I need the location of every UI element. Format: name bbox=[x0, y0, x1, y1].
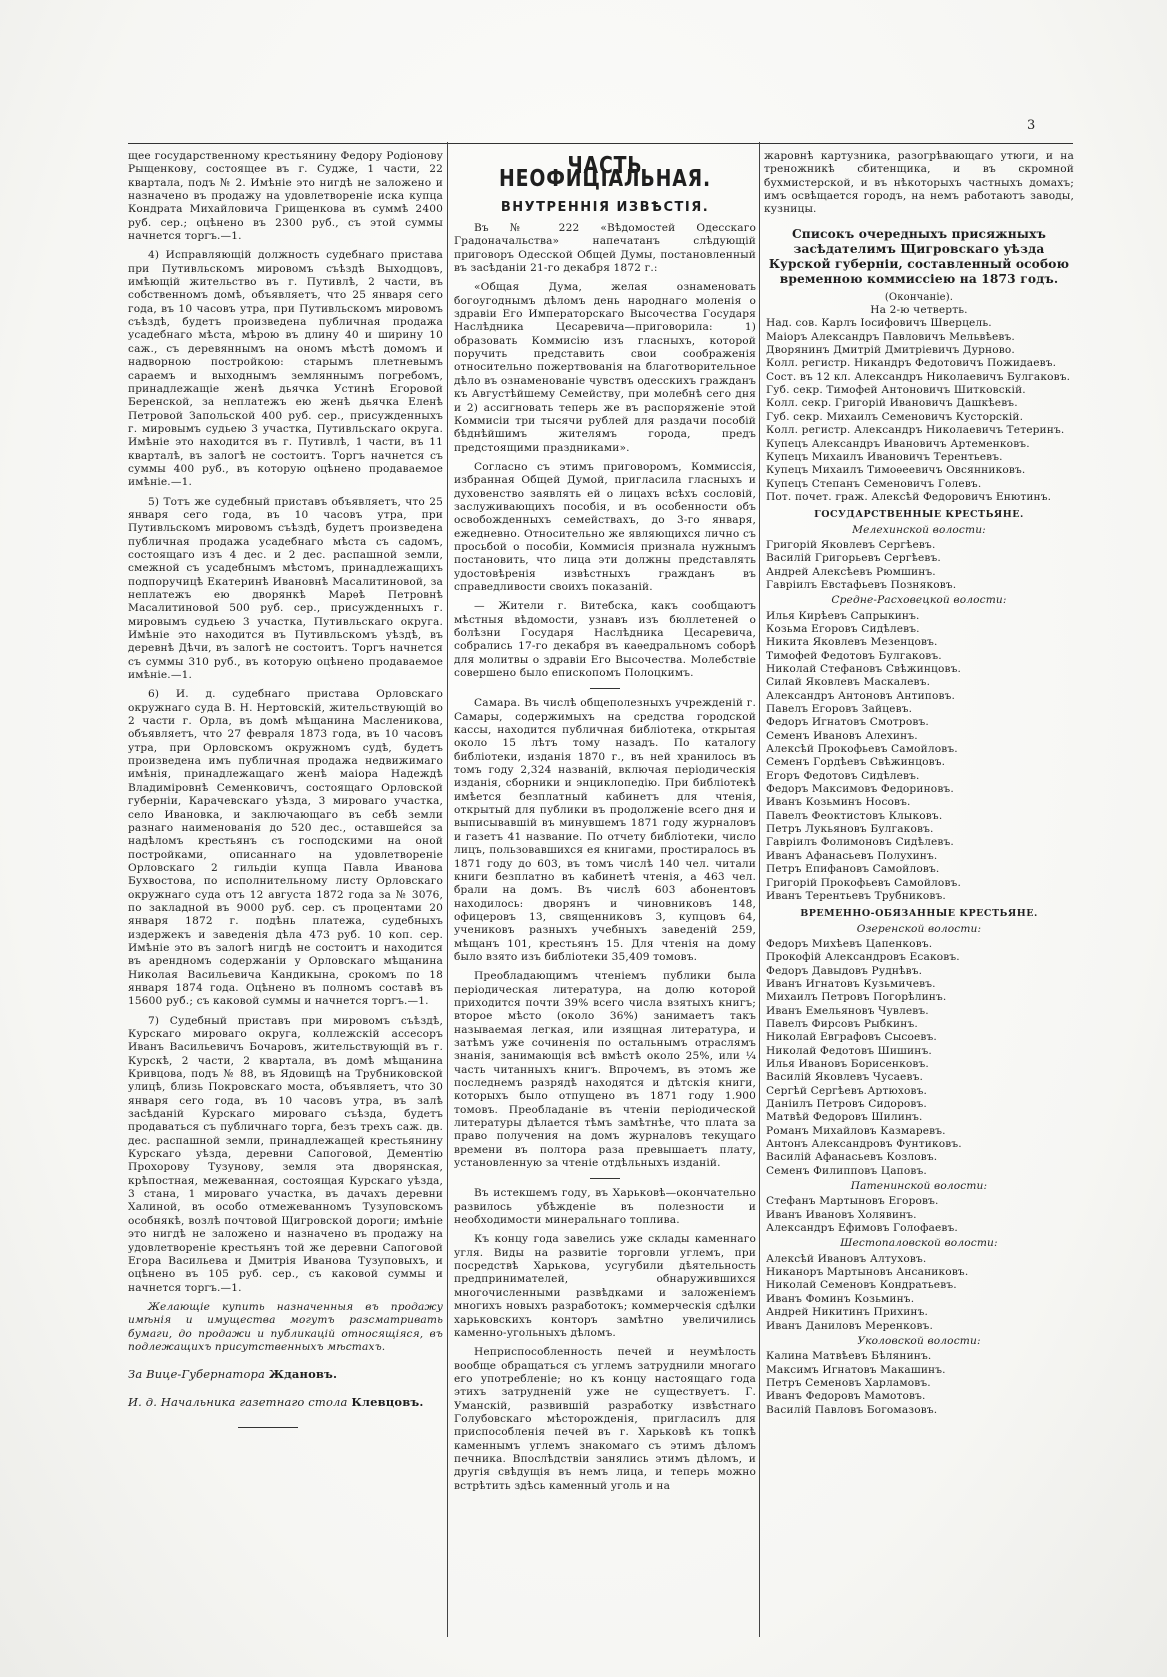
list-item: Губ. секр. Михаилъ Семеновичъ Кусторскій. bbox=[766, 410, 1024, 423]
list-item: Михаилъ Петровъ Погорѣлинъ. bbox=[766, 991, 947, 1004]
paragraph: щее государственному крестьянину Федору Родіонову Рыщенкову, состоящее въ г. Судже, 1 части, 22 квартала, подъ № 2. Имѣніе это нигдѣ не заложено и назначено въ продажу на удовлетвореніе иска купца Кондрата Михайловича Грищенкова въ суммѣ 2400 руб. сер.; оцѣнено въ 2300 руб., съ этой суммы начнется торгъ.—1. bbox=[128, 150, 443, 243]
list-item: Силай Яковлевъ Маскалевъ. bbox=[766, 676, 931, 689]
signature-name: Ждановъ. bbox=[268, 1367, 338, 1382]
list-item: Над. сов. Карлъ Іосифовичъ Шверцель. bbox=[766, 317, 992, 330]
list-title: Списокъ очередныхъ присяжныхъ засѣдателимъ Щигровскаго уѣзда Курской губерніи, составленный особою временною коммиссіею на 1873 годъ. bbox=[768, 226, 1070, 286]
list-item: Иванъ Емельяновъ Чувлевъ. bbox=[766, 1004, 929, 1017]
category-heading: ГОСУДАРСТВЕННЫЕ КРЕСТЬЯНЕ. bbox=[814, 509, 1024, 521]
signature-label: За Вице-Губернатора bbox=[128, 1367, 266, 1382]
list-item: Романъ Михайловъ Казмаревъ. bbox=[766, 1124, 946, 1137]
list-item: Пот. почет. граж. Алексѣй Федоровичъ Енютинъ. bbox=[766, 490, 1052, 503]
column-right bbox=[764, 150, 1074, 1417]
list-item: Иванъ Федоровъ Мамотовъ. bbox=[766, 1390, 926, 1403]
list-item: Колл. регистр. Никандръ Федотовичъ Пожидаевъ. bbox=[766, 357, 1057, 370]
list-item: Иванъ Терентьевъ Трубниковъ. bbox=[766, 889, 946, 902]
list-item: Павелъ Егоровъ Зайцевъ. bbox=[766, 703, 913, 716]
paragraph: Самара. Въ числѣ общеполезныхъ учрежденій г. Самары, содержимыхъ на средства городской кассы, находится публичная библіотека, открытая около 15 лѣтъ тому назадъ. По каталогу библіотеки, изданія 1870 г., въ ней хранилось въ томъ году 2,324 названій, включая періодическія изданія, сборники и энциклопедію. При библіотекѣ имѣется безплатный кабинетъ для чтенія, открытый для публики въ продолженіе всего дня и выписывавшій въ минувшемъ 1871 году журналовъ и газетъ 41 название. По отчету библіотеки, число лицъ, пользовавшихся ея книгами, простиралось въ 1871 году до 603, въ томъ числѣ 140 чел. читали книги безплатно въ кабинетѣ чтенія, а 463 чел. брали на домъ. Въ числѣ 603 абонентовъ находилось: дворянъ и чиновниковъ 148, офицеровъ 13, священниковъ 3, купцовъ 64, учениковъ разныхъ учебныхъ заведеній 259, мѣщанъ 101, крестьянъ 15. Для чтенія на дому было взято изъ библіотеки 35,409 томовъ. bbox=[454, 697, 756, 963]
list-item: Семенъ Ивановъ Алехинъ. bbox=[766, 729, 918, 742]
list-item: Василій Григорьевъ Сергѣевъ. bbox=[766, 552, 941, 565]
volost-heading: Уколовской волости: bbox=[857, 1334, 981, 1347]
list-item: Иванъ Ивановъ Холявинъ. bbox=[766, 1208, 917, 1221]
list-item: Купецъ Михаилъ Ивановичъ Терентьевъ. bbox=[766, 450, 1003, 463]
list-item: Федоръ Игнатовъ Смотровъ. bbox=[766, 716, 929, 729]
divider bbox=[590, 1178, 620, 1179]
paragraph: Согласно съ этимъ приговоромъ, Коммиссія, избранная Общей Думой, пригласила гласныхъ и духовенство заявлять ей о лицахъ всѣхъ сословій, заслуживающихъ пособія, и въ особенности объ освобожденныхъ семействахъ, до 3-го января, ежедневно. Относительно же являющихся лично съ просьбой о пособіи, Коммисія признала нужнымъ постановить, что лица эти должны представлять удостовѣренія извѣстныхъ гражданъ въ справедливости своихъ показаній. bbox=[454, 460, 756, 593]
list-item: Иванъ Козьминъ Носовъ. bbox=[766, 796, 911, 809]
volost-heading: Патенинской волости: bbox=[850, 1180, 988, 1193]
list-item: Иванъ Игнатовъ Кузьмичевъ. bbox=[766, 977, 936, 990]
volost-heading: Мелехинской волости: bbox=[852, 523, 986, 536]
list-item: Купецъ Степанъ Семеновичъ Голевъ. bbox=[766, 477, 982, 490]
paragraph: Неприспособленность печей и неумѣлость вообще обращаться съ углемъ затруднили многаго его употребленіе; но къ концу настоящаго года этихъ затрудненій уже не существуетъ. Г. Уманскій, развившій разработку извѣстнаго Голубовскаго мѣсторожденія, пригласилъ для приспособленія печей въ г. Харьковѣ къ топкѣ каменнымъ углемъ знакомаго съ этимъ дѣломъ печника. Впослѣдствіи занялись этимъ дѣломъ, и другія свѣдущія въ немъ лица, и теперь можно встрѣтить здѣсь каменный уголь и на bbox=[454, 1346, 756, 1492]
list-item: Егоръ Федотовъ Сидѣлевъ. bbox=[766, 769, 920, 782]
paragraph: — Жители г. Витебска, какъ сообщаютъ мѣстныя вѣдомости, узнавъ изъ бюллетеней о болѣзни Государя Наслѣдника Цесаревича, собрались 17-го декабря въ каѳедральномъ соборѣ для молитвы о здравіи Его Высочества. Молебствіе совершено было епископомъ Полоцкимъ. bbox=[454, 600, 756, 680]
end-rule bbox=[238, 1427, 298, 1428]
list-item: Семенъ Гордѣевъ Свѣжинцовъ. bbox=[766, 756, 946, 769]
list-item: Прокофій Александровъ Есаковъ. bbox=[766, 951, 960, 964]
paragraph: 4) Исправляющій должность судебнаго пристава при Путивльскомъ мировомъ съѣздѣ Выходцовъ, имѣющій жительство въ г. Путивлѣ, 2 части, въ собственномъ домѣ, объявляетъ, что 25 января сего года, въ 10 часовъ утра, при Путивльскомъ мировомъ съѣздѣ, будетъ произведена публичная продажа усадебнаго мѣста, мѣрою въ длину 40 и ширину 10 саж., съ деревяннымъ на ономъ мѣстѣ домомъ и надворною постройкою: старымъ плетневымъ сараемъ и выходнымъ земляннымъ погребомъ, принадлежащіе женѣ дьячка Устинѣ Егоровой Беренской, за неплатежъ ею женѣ дьячка Еленѣ Петровой Запольской 400 руб. сер., присужденныхъ г. мировымъ судьею 3 участка, Путивльскаго округа. Имѣніе это находится въ г. Путивлѣ, 1 части, въ 11 кварталѣ, въ залогѣ не состоитъ. Торгъ начнется съ суммы 400 руб., въ которую оцѣнено продаваемое имѣніе.—1. bbox=[128, 249, 443, 489]
names-list bbox=[764, 1195, 1074, 1235]
list-item: Максимъ Игнатовъ Макашинъ. bbox=[766, 1363, 946, 1376]
list-item: Гавріилъ Евстафьевъ Позняковъ. bbox=[766, 578, 957, 591]
divider bbox=[590, 688, 620, 689]
notice: Желающіе купить назначенныя въ продажу имѣнія и имущества могутъ разсматривать бумаги, до продажи и публикацій относящіяся, въ подлежащихъ присутственныхъ мѣстахъ. bbox=[128, 1300, 443, 1353]
paragraph: 6) И. д. судебнаго пристава Орловскаго окружнаго суда В. Н. Нертовскій, жительствующій во 2 части г. Орла, въ домѣ мѣщанина Масленикова, объявляетъ, что 27 февраля 1873 года, въ 10 часовъ утра, при Орловскомъ окружномъ судѣ, будетъ произведена имъ публичная продажа недвижимаго имѣнія, принадлежащаго женѣ маіора Надеждѣ Владиміровнѣ Семенковичъ, состоящаго Орловской губерніи, Карачевскаго уѣзда, 3 мироваго участка, село Ивановка, и заключающаго въ себѣ земли разнаго наименованія до 520 дес., оставшейся за надѣломъ крестьянъ съ господскими на оной постройками, описаннаго на удовлетвореніе Орловскаго 2 гильдіи купца Павла Иванова Бухвостова, по исполнительному листу Орловскаго окружнаго суда отъ 12 августа 1872 года за № 3076, по закладной въ 9000 руб. сер. съ процентами 20 января 1872 г. подѣнь платежа, судебныхъ издержекъ и заведенія дѣла 473 руб. 10 коп. сер. Имѣніе это въ залогѣ нигдѣ не состоитъ и находится въ арендномъ содержаніи у Орловскаго мѣщанина Николая Васильевича Кандикына, срокомъ по 18 января 1874 года. Оцѣнено въ полномъ составѣ въ 15600 руб.; съ каковой суммы и начнется торгъ.—1. bbox=[128, 688, 443, 1008]
paragraph: 5) Тотъ же судебный приставъ объявляетъ, что 25 января сего года, въ 10 часовъ утра, при Путивльскомъ мировомъ съѣздѣ, будетъ произведена публичная продажа усадебнаго мѣста съ садомъ, состоящаго изъ 4 дес. и 2 дес. распашной земли, смежной съ усадебнымъ мѣстомъ, принадлежащихъ подпоручицѣ Екатеринѣ Ивановнѣ Масалитиновой, за неплатежъ ею дворянкѣ Марѳѣ Петровнѣ Масалитиновой 500 руб. сер., присужденныхъ г. мировымъ судьею 3 участка, Путивльскаго округа. Имѣніе это находится въ Путивльскомъ уѣздѣ, въ деревнѣ Дѣчи, въ залогѣ не состоитъ. Торгъ начнется съ суммы 310 руб., въ которую оцѣнено продаваемое имѣніе.—1. bbox=[128, 495, 443, 682]
column-divider-1 bbox=[447, 142, 448, 1637]
list-item: Колл. секр. Григорій Ивановичъ Дашкѣевъ. bbox=[766, 397, 1018, 410]
list-item: Василій Павловъ Богомазовъ. bbox=[766, 1403, 938, 1416]
signature-name: Клевцовъ. bbox=[351, 1394, 424, 1409]
list-item: Губ. секр. Тимофей Антоновичъ Шитковскій. bbox=[766, 384, 1026, 397]
names-list bbox=[764, 1253, 1074, 1333]
signature-vice-governor bbox=[128, 1368, 443, 1381]
list-item: Федоръ Давыдовъ Руднѣвъ. bbox=[766, 964, 923, 977]
list-item: Иванъ Фоминъ Козьминъ. bbox=[766, 1292, 915, 1305]
list-item: Иванъ Афанасьевъ Полухинъ. bbox=[766, 849, 938, 862]
list-item: Николай Федотовъ Шишинъ. bbox=[766, 1044, 932, 1057]
list-item: Григорій Прокофьевъ Самойловъ. bbox=[766, 876, 961, 889]
subsection-title: ВНУТРЕННІЯ ИЗВѢСТІЯ. bbox=[500, 199, 710, 215]
list-item: Григорій Яковлевъ Сергѣевъ. bbox=[766, 538, 936, 551]
list-item: Купецъ Александръ Ивановичъ Артеменковъ. bbox=[766, 437, 1030, 450]
list-item: Андрей Никитинъ Прихинъ. bbox=[766, 1306, 929, 1319]
list-item: Николай Семеновъ Кондратьевъ. bbox=[766, 1279, 957, 1292]
list-item: Николай Евграфовъ Сысоевъ. bbox=[766, 1031, 937, 1044]
list-item: Павелъ Феоктистовъ Клыковъ. bbox=[766, 809, 943, 822]
paragraph: Къ концу года завелись уже склады каменнаго угля. Виды на развитіе торговли углемъ, при посредствѣ Харькова, усугубили дѣятельность предпринимателей, обнаружившихся многочисленными развѣдками и заложеніемъ многихъ новыхъ разработокъ; коммерческія сдѣлки харьковскихъ конторъ замѣтно увеличились каменно-угольныхъ дѣломъ. bbox=[454, 1233, 756, 1339]
list-item: Илья Ивановъ Борисенковъ. bbox=[766, 1057, 929, 1070]
column-left bbox=[128, 150, 443, 1428]
list-item: Матвѣй Федоровъ Шилинъ. bbox=[766, 1111, 923, 1124]
page-number: 3 bbox=[1027, 118, 1036, 133]
list-item: Александръ Антоновъ Антиповъ. bbox=[766, 689, 956, 702]
volost-heading: Средне-Расховецкой волости: bbox=[831, 594, 1007, 607]
list-item: Семенъ Филипповъ Цаповъ. bbox=[766, 1164, 927, 1177]
list-item: Даніилъ Петровъ Сидоровъ. bbox=[766, 1098, 927, 1110]
list-item: Александръ Ефимовъ Голофаевъ. bbox=[766, 1222, 958, 1235]
list-item: Стефанъ Мартыновъ Егоровъ. bbox=[766, 1195, 939, 1208]
list-item: Калина Матвѣевъ Бѣлянинъ. bbox=[766, 1350, 932, 1363]
names-list bbox=[764, 1350, 1074, 1417]
volost-heading: Озеренской волости: bbox=[856, 922, 982, 935]
names-list bbox=[764, 610, 1074, 904]
list-item: Федоръ Максимовъ Федориновъ. bbox=[766, 783, 954, 796]
list-item: Петръ Лукьяновъ Булгаковъ. bbox=[766, 823, 934, 836]
list-item: Козьма Егоровъ Сидѣлевъ. bbox=[766, 622, 920, 635]
category-heading: ВРЕМЕННО-ОБЯЗАННЫЕ КРЕСТЬЯНЕ. bbox=[800, 908, 1038, 920]
paragraph: Въ истекшемъ году, въ Харьковѣ—окончательно развилось убѣжденіе въ полезности и необходимости минеральнаго топлива. bbox=[454, 1187, 756, 1227]
list-item: Алексѣй Прокофьевъ Самойловъ. bbox=[766, 743, 958, 756]
list-item: Илья Кирѣевъ Сапрыкинъ. bbox=[766, 609, 920, 622]
volost-heading: Шестопаловской волости: bbox=[840, 1237, 998, 1250]
list-item: Маіоръ Александръ Павловичъ Мельвѣевъ. bbox=[766, 330, 1015, 343]
list-item: Федоръ Михѣевъ Цапенковъ. bbox=[766, 937, 933, 950]
list-item: Алексѣй Ивановъ Алтуховъ. bbox=[766, 1252, 927, 1265]
column-middle bbox=[454, 150, 756, 1493]
list-item: Иванъ Даниловъ Меренковъ. bbox=[766, 1319, 933, 1332]
list-item: Сост. въ 12 кл. Александръ Николаевичъ Булгаковъ. bbox=[766, 370, 1071, 383]
list-item: Купецъ Михаилъ Тимоѳеевичъ Овсянниковъ. bbox=[766, 464, 1026, 477]
list-item: Павелъ Фирсовъ Рыбкинъ. bbox=[766, 1017, 918, 1030]
names-list-officials bbox=[764, 317, 1074, 504]
paragraph: «Общая Дума, желая ознаменовать богоугоднымъ дѣломъ день народнаго моленія о здравіи Его Императорскаго Высочества Государя Наслѣдника Цесаревича—приговорила: 1) образовать Коммисію изъ гласныхъ, которой поручить представить свои соображенія относительно пожертвованія на благотворительное дѣло въ ознаменованіе чувствъ одесскихъ гражданъ къ Августѣйшему Семейству, при молебнѣ сего дня и 2) ассигновать теперь же въ распоряженіе этой Коммисіи три тысячи рублей для раздачи пособій бѣднѣйшимъ жителямъ города, предъ предстоящими праздниками». bbox=[454, 281, 756, 454]
names-list bbox=[764, 539, 1074, 592]
signature-label: И. д. Начальника газетнаго стола bbox=[128, 1394, 348, 1409]
list-item: Никита Яковлевъ Мезенцовъ. bbox=[766, 636, 938, 649]
signature-desk-head bbox=[128, 1396, 443, 1409]
column-divider-2 bbox=[759, 142, 760, 1637]
paragraph: Преобладающимъ чтеніемъ публики была періодическая литература, на долю которой приходится почти 39% всего числа взятыхъ книгъ; второе мѣсто (около 36%) занимаетъ такъ называемая легкая, или изящная литература, и затѣмъ уже сочиненія по остальнымъ отраслямъ знанія, занимающія всѣ вмѣстѣ около 25%, или ¼ часть читанныхъ книгъ. Впрочемъ, въ этомъ же последнемъ разрядѣ находятся и дѣтскія книги, которыхъ было отпущено въ 1871 году 1.900 томовъ. Преобладаніе въ чтеніи періодической литературы дѣлается тѣмъ замѣтнѣе, что плата за право получения на домъ журналовъ текущаго времени въ полтора раза превышаетъ плату, установленную за чтеніе отдѣльныхъ изданій. bbox=[454, 970, 756, 1170]
list-item: Колл. регистр. Александръ Николаевичъ Тетеринъ. bbox=[766, 424, 1065, 437]
names-list bbox=[764, 938, 1074, 1178]
continuation-note: (Окончаніе). bbox=[884, 291, 954, 303]
list-item: Никаноръ Мартыновъ Ансаниковъ. bbox=[766, 1266, 969, 1279]
list-item: Андрей Алексѣевъ Рюмшинъ. bbox=[766, 565, 936, 578]
section-title: ЧАСТЬ НЕОФИЦІАЛЬНАЯ. bbox=[499, 153, 711, 193]
list-item: Антонъ Александровъ Фунтиковъ. bbox=[766, 1138, 962, 1151]
list-item: Гавріилъ Фолимоновъ Сидѣлевъ. bbox=[766, 836, 954, 849]
list-item: Василій Афанасьевъ Козловъ. bbox=[766, 1151, 938, 1164]
list-item: Петръ Семеновъ Харламовъ. bbox=[766, 1376, 931, 1389]
list-item: Василій Яковлевъ Чусаевъ. bbox=[766, 1071, 923, 1084]
quarter-label: На 2-ю четверть. bbox=[870, 304, 968, 317]
paragraph: жаровнѣ картузника, разогрѣвающаго утюги, и на треножникѣ сбитенщика, и въ скромной бухмистерской, и въ нѣкоторыхъ частныхъ домахъ; имъ освѣщается городъ, на немъ работаютъ заводы, кузницы. bbox=[764, 150, 1074, 216]
list-item: Николай Стефановъ Свѣжинцовъ. bbox=[766, 663, 962, 675]
list-item: Дворянинъ Дмитрій Дмитріевичъ Дурново. bbox=[766, 344, 1015, 357]
paragraph: Въ № 222 «Вѣдомостей Одесскаго Градоначальства» напечатанъ слѣдующій приговоръ Одесской Общей Думы, постановленный въ засѣданіи 21-го декабря 1872 г.: bbox=[454, 222, 756, 275]
list-item: Петръ Епифановъ Самойловъ. bbox=[766, 863, 940, 876]
list-item: Сергѣй Сергѣевъ Артюховъ. bbox=[766, 1084, 928, 1097]
list-item: Тимофей Федотовъ Булгаковъ. bbox=[766, 649, 942, 662]
top-rule bbox=[128, 143, 1073, 144]
paragraph: 7) Судебный приставъ при мировомъ съѣздѣ, Курскаго мироваго округа, коллежскій ассесоръ Иванъ Васильевичъ Бочаровъ, жительствующій въ г. Курскѣ, 2 части, 2 квартала, въ домѣ мѣщанина Кривцова, подъ № 88, въ Ядовищѣ на Трубниковской улицѣ, близь Покровскаго моста, объявляетъ, что 30 января сего года, въ 10 часовъ утра, въ залѣ засѣданій Курскаго мироваго съѣзда, будетъ продаваться съ публичнаго торга, безъ трехъ саж. дв. дес. распашной земли, принадлежащей крестьянину Курскаго уѣзда, деревни Сапоговой, Дементію Прохорову Тузунову, земля эта дворянская, крѣпостная, межеванная, состоящая Курскаго уѣзда, 3 стана, 1 мироваго участка, въ дачахъ деревни Халиной, въ особо отмежеванномъ Тузуповскомъ особнякѣ, возлѣ почтовой Щигровской дороги; имѣніе это нигдѣ не заложено и назначено въ продажу на удовлетвореніе крестьянъ той же деревни Сапоговой Егора Васильева и Дмитрія Иванова Тузуповыхъ, и оцѣнено въ 105 руб. сер., съ каковой суммы и начнется торгъ.—1. bbox=[128, 1014, 443, 1294]
